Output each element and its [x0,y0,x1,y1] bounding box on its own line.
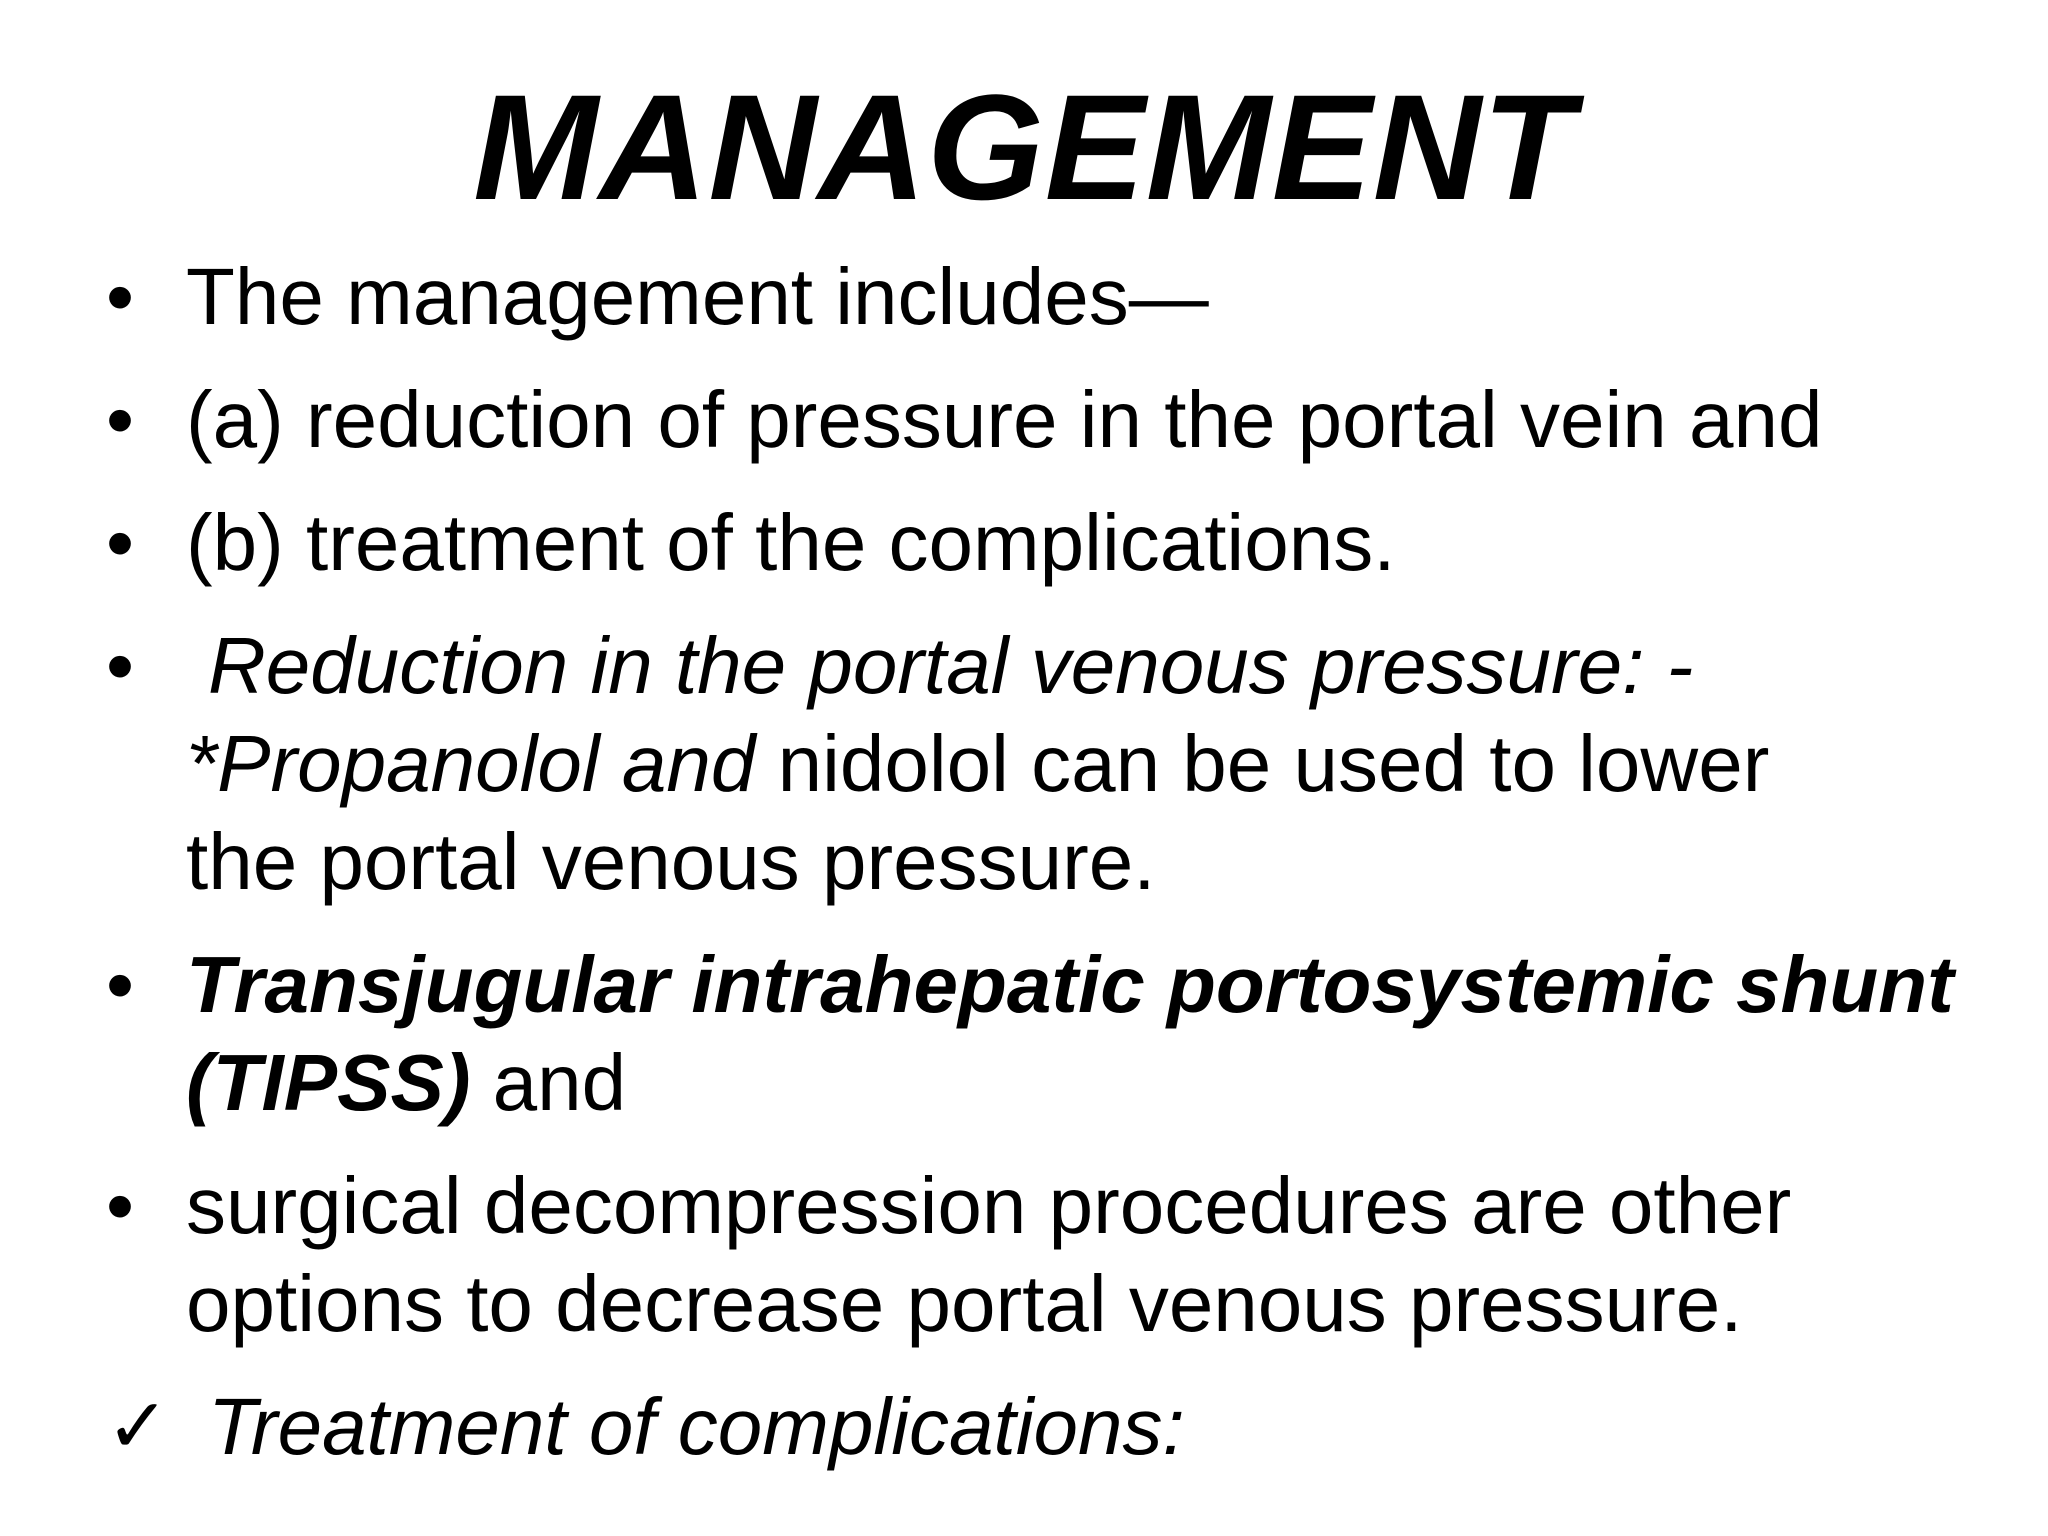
list-item [100,494,2000,592]
bullet-icon: • [106,1161,135,1250]
bullet-icon: • [106,252,135,341]
item-text: the portal venous pressure. [186,817,1156,906]
item-text-rest: and [470,1038,627,1127]
item-text [186,1034,2000,1132]
list-item [100,371,2000,469]
list-item [100,617,2000,911]
item-text: (b) treatment of the complications. [186,498,1396,587]
list-item [100,1157,2000,1353]
item-text: surgical decompression procedures are other [186,1161,1792,1250]
bullet-icon: • [106,498,135,587]
bullet-list [100,248,2000,1501]
list-item [100,1378,2000,1476]
bullet-icon: • [106,621,135,710]
item-text: options to decrease portal venous pressure. [186,1259,1743,1348]
slide-title: MANAGEMENT [473,63,1575,231]
list-item [100,248,2000,346]
bullet-icon: • [106,940,135,1029]
checkmark-icon: ✓ [106,1384,170,1469]
item-text: The management includes— [186,252,1209,341]
item-text [186,715,2000,813]
item-bold-term: (TIPSS) [186,1038,471,1127]
item-subheading: Treatment of complications: [208,1382,1185,1471]
item-text-rest: nidolol can be used to lower [755,719,1770,808]
bullet-icon: • [106,375,135,464]
item-bold-term: Transjugular intrahepatic portosystemic shunt [186,940,1954,1029]
drug-name: *Propanolol and [186,719,756,808]
list-item [100,936,2000,1132]
item-subheading: Reduction in the portal venous pressure: - [208,621,1694,710]
item-text: (a) reduction of pressure in the portal vein and [186,375,1823,464]
